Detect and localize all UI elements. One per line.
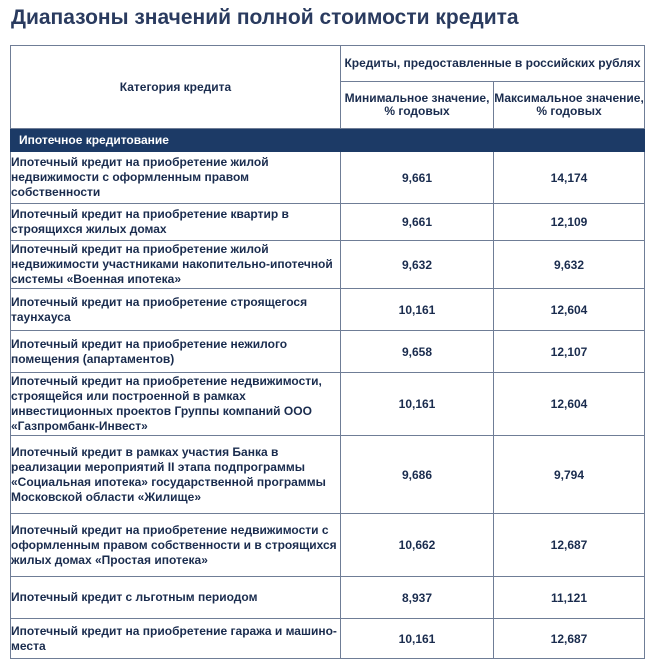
section-row (11, 129, 645, 152)
section-label: Ипотечное кредитование (11, 129, 645, 152)
page-title: Диапазоны значений полной стоимости кредита (11, 6, 519, 29)
table-row (11, 619, 645, 659)
row-label: Ипотечный кредит с льготным периодом (11, 577, 341, 619)
table-row (11, 373, 645, 436)
row-label: Ипотечный кредит на приобретение строящегося таунхауса (11, 289, 341, 331)
table-row (11, 241, 645, 289)
table-row (11, 289, 645, 331)
row-min-value: 10,662 (341, 514, 494, 577)
row-max-value: 12,109 (494, 204, 645, 241)
table-row (11, 331, 645, 373)
row-label: Ипотечный кредит на приобретение квартир в строящихся жилых домах (11, 204, 341, 241)
row-max-value: 11,121 (494, 577, 645, 619)
row-min-value: 9,661 (341, 204, 494, 241)
row-label: Ипотечный кредит в рамках участия Банка в реализации мероприятий II этапа подпрограммы «Социальная ипотека» государственной программы Московской области «Жилище» (11, 436, 341, 514)
row-min-value: 8,937 (341, 577, 494, 619)
header-group: Кредиты, предоставленные в российских рублях (341, 46, 645, 82)
row-min-value: 9,661 (341, 152, 494, 204)
row-max-value: 12,687 (494, 514, 645, 577)
row-max-value: 9,632 (494, 241, 645, 289)
row-label: Ипотечный кредит на приобретение жилой недвижимости участниками накопительно-ипотечной системы «Военная ипотека» (11, 241, 341, 289)
row-min-value: 10,161 (341, 373, 494, 436)
row-label: Ипотечный кредит на приобретение недвижимости, строящейся или построенной в рамках инвестиционных проектов Группы компаний ООО «Газпромбанк-Инвест» (11, 373, 341, 436)
row-min-value: 10,161 (341, 619, 494, 659)
row-min-value: 9,686 (341, 436, 494, 514)
row-label: Ипотечный кредит на приобретение гаража и машино-места (11, 619, 341, 659)
table-row (11, 204, 645, 241)
row-max-value: 9,794 (494, 436, 645, 514)
row-label: Ипотечный кредит на приобретение нежилого помещения (апартаментов) (11, 331, 341, 373)
row-min-value: 9,658 (341, 331, 494, 373)
header-max: Максимальное значение, % годовых (494, 82, 645, 129)
row-label: Ипотечный кредит на приобретение недвижимости с оформленным правом собственности и в строящихся жилых домах «Простая ипотека» (11, 514, 341, 577)
row-min-value: 10,161 (341, 289, 494, 331)
row-max-value: 12,604 (494, 289, 645, 331)
table-row (11, 436, 645, 514)
row-max-value: 14,174 (494, 152, 645, 204)
row-max-value: 12,687 (494, 619, 645, 659)
row-label: Ипотечный кредит на приобретение жилой недвижимости с оформленным правом собственности (11, 152, 341, 204)
header-category: Категория кредита (11, 46, 341, 129)
table-row (11, 152, 645, 204)
row-max-value: 12,604 (494, 373, 645, 436)
table-row (11, 577, 645, 619)
row-min-value: 9,632 (341, 241, 494, 289)
table-row (11, 514, 645, 577)
row-max-value: 12,107 (494, 331, 645, 373)
header-min: Минимальное значение, % годовых (341, 82, 494, 129)
rates-table (10, 45, 645, 659)
